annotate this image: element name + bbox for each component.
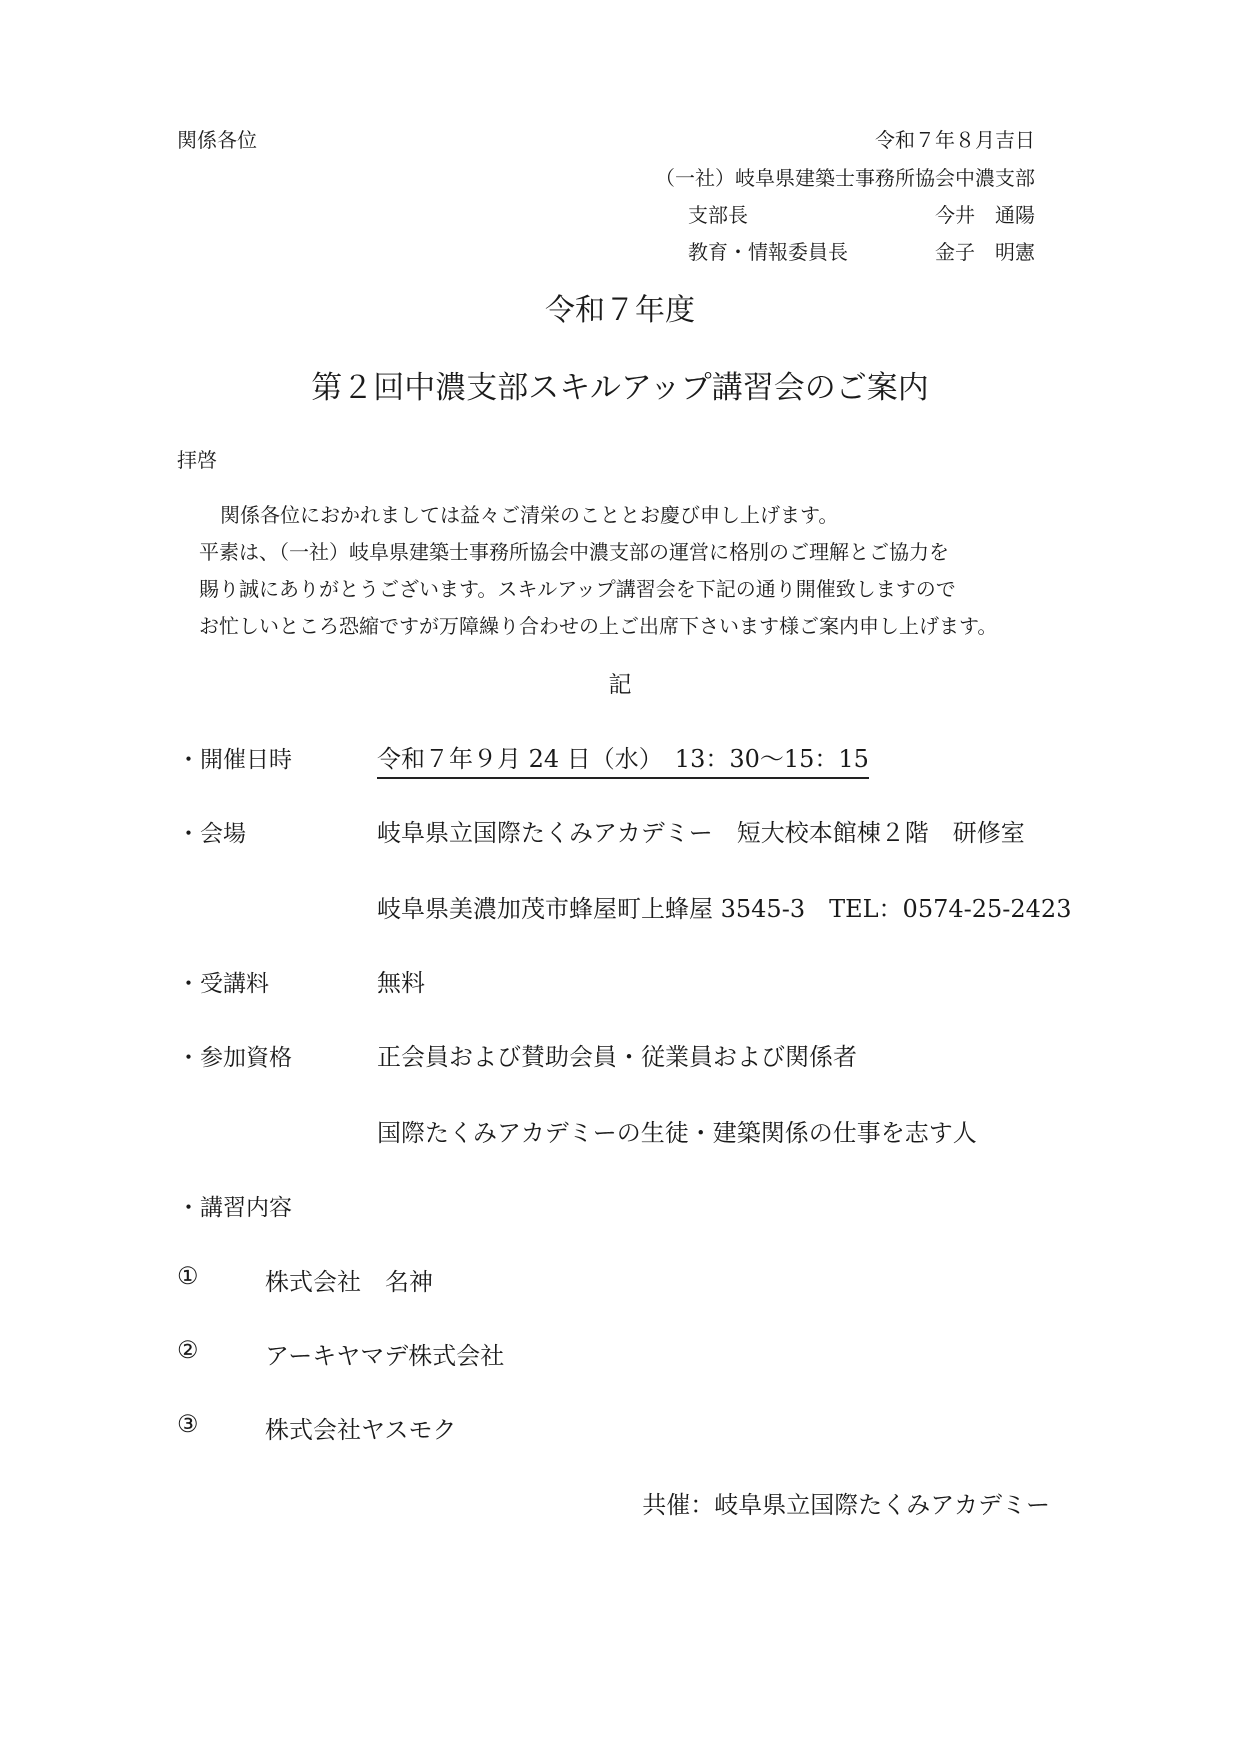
venue-label: ・会場 [177, 821, 246, 847]
content-item-text: 株式会社 名神 [265, 1268, 433, 1296]
addressee: 関係各位 [177, 128, 257, 152]
page-title: 第２回中濃支部スキルアップ講習会のご案内 [311, 370, 929, 406]
greeting-line-1: 関係各位におかれましては益々ご清栄のこととお慶び申し上げます。 [220, 503, 839, 527]
content-item-number: ③ [177, 1410, 199, 1438]
venue-line-2: 岐阜県美濃加茂市蜂屋町上蜂屋 3545-3 TEL：0574-25-2423 [377, 895, 1072, 923]
sender1-name: 今井 通陽 [935, 203, 1035, 227]
content-item-number: ② [177, 1336, 199, 1364]
sender2-name: 金子 明憲 [935, 240, 1035, 264]
content-item-text: 株式会社ヤスモク [265, 1416, 457, 1444]
sender2-title: 教育・情報委員長 [688, 240, 848, 264]
content-item-text: アーキヤマデ株式会社 [265, 1342, 505, 1370]
opening-salutation: 拝啓 [177, 448, 217, 472]
datetime-label: ・開催日時 [177, 747, 292, 773]
ki-heading: 記 [608, 672, 632, 698]
eligibility-line-1: 正会員および賛助会員・従業員および関係者 [377, 1043, 857, 1071]
content-label: ・講習内容 [177, 1195, 292, 1221]
greeting-line-2: 平素は、（一社）岐阜県建築士事務所協会中濃支部の運営に格別のご理解とご協力を [199, 540, 949, 564]
eligibility-line-2: 国際たくみアカデミーの生徒・建築関係の仕事を志す人 [377, 1119, 977, 1147]
cohost: 共催：岐阜県立国際たくみアカデミー [642, 1491, 1050, 1519]
venue-line-1: 岐阜県立国際たくみアカデミー 短大校本館棟２階 研修室 [377, 819, 1025, 847]
sender1-title: 支部長 [688, 203, 748, 227]
sender-organization: （一社）岐阜県建築士事務所協会中濃支部 [655, 166, 1035, 190]
content-item-number: ① [177, 1262, 199, 1290]
fee-value: 無料 [377, 969, 425, 997]
title-year: 令和７年度 [545, 293, 695, 328]
eligibility-label: ・参加資格 [177, 1045, 292, 1071]
fee-label: ・受講料 [177, 971, 269, 997]
document-date: 令和７年８月吉日 [875, 128, 1035, 152]
datetime-value: 令和７年９月 24 日（水） 13：30〜15：15 [377, 739, 869, 779]
greeting-line-3: 賜り誠にありがとうございます。スキルアップ講習会を下記の通り開催致しますので [199, 577, 956, 601]
greeting-line-4: お忙しいところ恐縮ですが万障繰り合わせの上ご出席下さいます様ご案内申し上げます。 [199, 614, 998, 638]
